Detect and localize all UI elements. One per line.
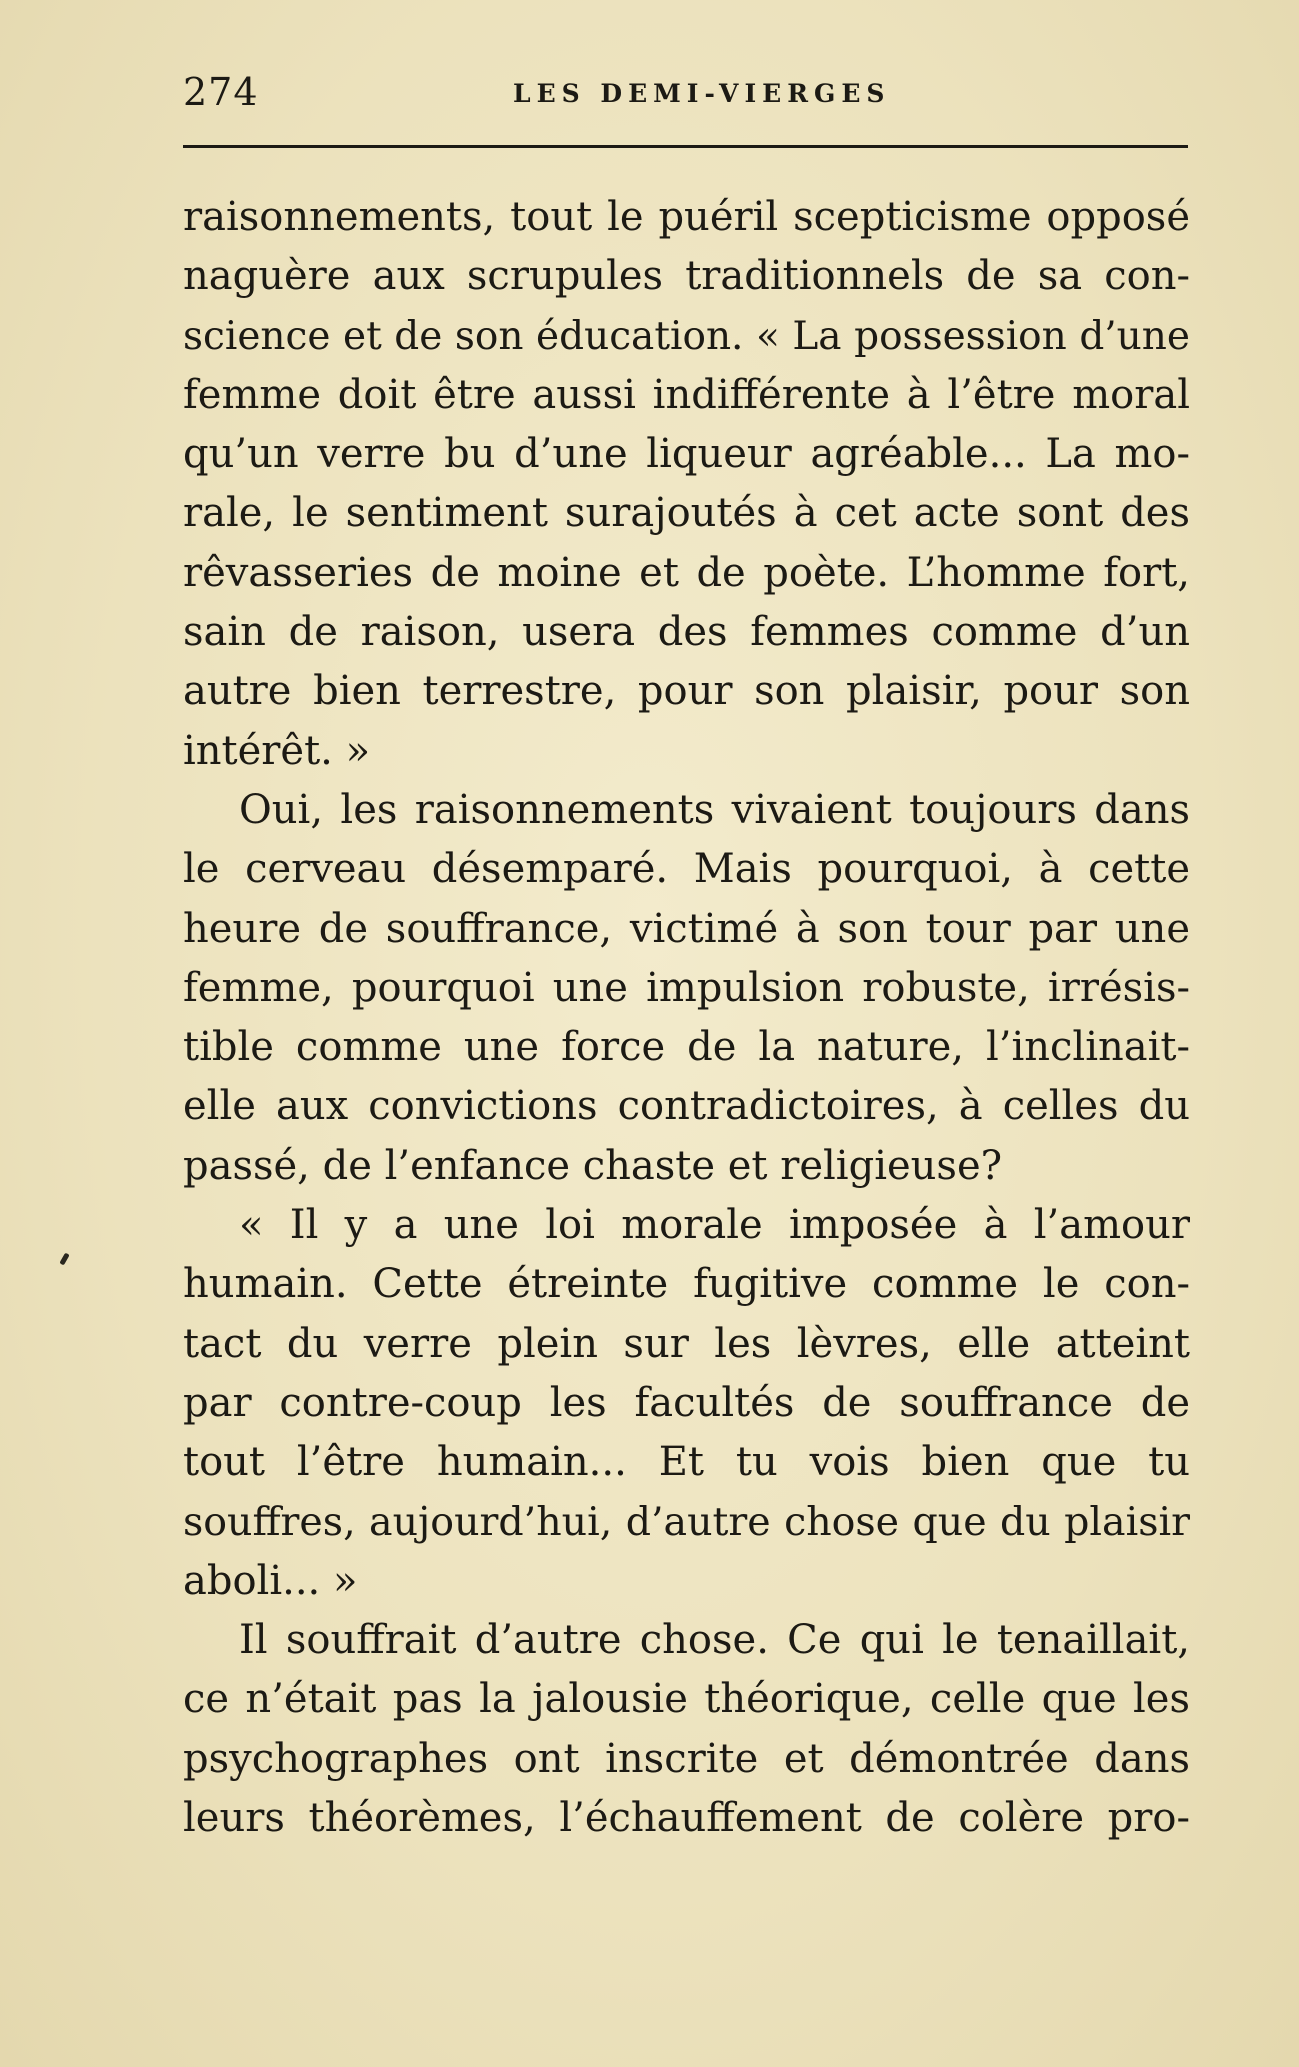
text-line: par contre-coup les facultés de souffrance de bbox=[183, 1379, 1190, 1426]
text-line: Il souffrait d’autre chose. Ce qui le tenaillait, bbox=[239, 1617, 1190, 1664]
text-line: ce n’était pas la jalousie théorique, celle que les bbox=[183, 1676, 1190, 1723]
text-line: rale, le sentiment surajoutés à cet acte sont des bbox=[183, 490, 1190, 537]
text-line: humain. Cette étreinte fugitive comme le con- bbox=[183, 1261, 1190, 1308]
text-line: elle aux convictions contradictoires, à celles du bbox=[183, 1083, 1190, 1130]
text-line: tact du verre plein sur les lèvres, elle atteint bbox=[183, 1320, 1190, 1367]
ink-speck bbox=[59, 1253, 69, 1266]
text-line: femme doit être aussi indifférente à l’être moral bbox=[183, 371, 1190, 418]
text-line: heure de souffrance, victimé à son tour par une bbox=[183, 905, 1190, 952]
header-rule bbox=[183, 145, 1188, 148]
text-line: qu’un verre bu d’une liqueur agréable... La mo- bbox=[183, 431, 1190, 478]
page-header bbox=[183, 62, 1188, 122]
text-line: tout l’être humain... Et tu vois bien que tu bbox=[183, 1439, 1190, 1486]
text-line: Oui, les raisonnements vivaient toujours dans bbox=[239, 786, 1190, 833]
text-line: sain de raison, usera des femmes comme d’un bbox=[183, 609, 1190, 656]
text-line: le cerveau désemparé. Mais pourquoi, à cette bbox=[183, 846, 1190, 893]
text-line: psychographes ont inscrite et démontrée dans bbox=[183, 1735, 1190, 1782]
text-line: « Il y a une loi morale imposée à l’amour bbox=[239, 1202, 1190, 1249]
text-line: souffres, aujourd’hui, d’autre chose que du plaisir bbox=[183, 1498, 1190, 1545]
text-line: raisonnements, tout le puéril scepticisme opposé bbox=[183, 194, 1190, 240]
text-line: intérêt. » bbox=[183, 727, 371, 774]
text-line: rêvasseries de moine et de poète. L’homme fort, bbox=[183, 549, 1190, 596]
running-title: LES DEMI-VIERGES bbox=[513, 79, 891, 108]
text-line: tible comme une force de la nature, l’inclinait- bbox=[183, 1024, 1190, 1071]
text-line: passé, de l’enfance chaste et religieuse? bbox=[183, 1142, 1003, 1189]
text-line: science et de son éducation. « La possession d’une bbox=[183, 313, 1190, 359]
page-number: 274 bbox=[183, 70, 259, 114]
text-line: leurs théorèmes, l’échauffement de colère pro- bbox=[183, 1795, 1190, 1842]
text-line: autre bien terrestre, pour son plaisir, pour son bbox=[183, 668, 1190, 715]
text-line: aboli... » bbox=[183, 1557, 358, 1604]
body-text bbox=[183, 188, 1190, 1848]
text-line: femme, pourquoi une impulsion robuste, irrésis- bbox=[183, 964, 1190, 1011]
text-line: naguère aux scrupules traditionnels de sa con- bbox=[183, 253, 1190, 300]
